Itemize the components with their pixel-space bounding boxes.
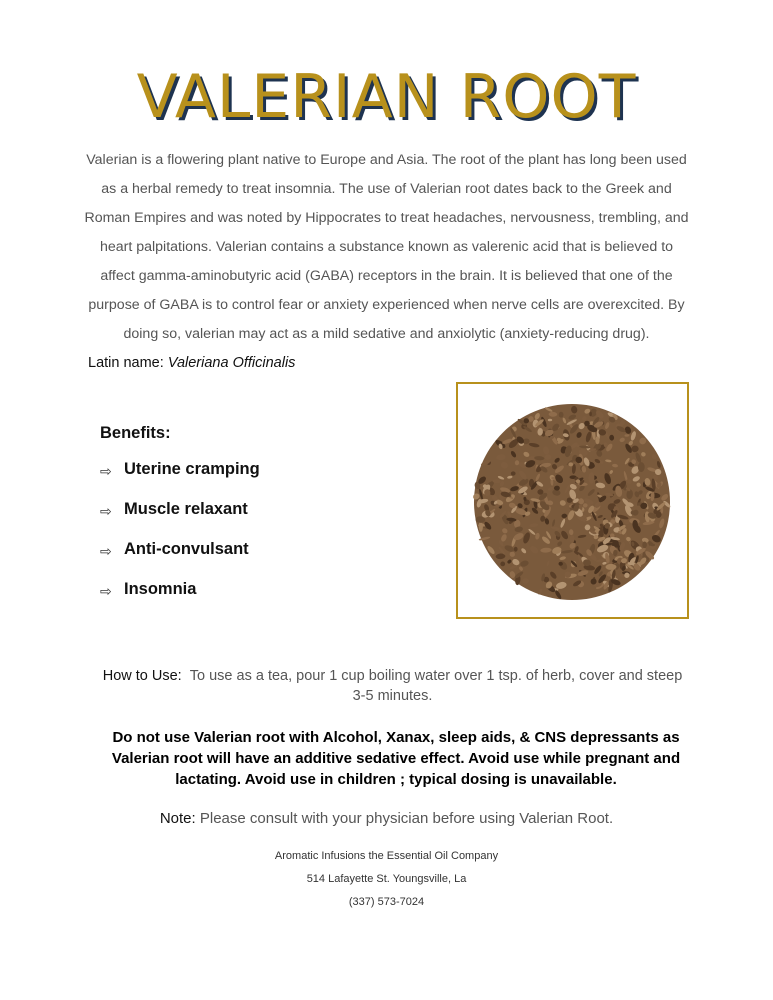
herb-fragment (642, 542, 647, 549)
benefits-list (100, 460, 260, 620)
list-item (100, 540, 260, 580)
latin-name (88, 355, 295, 371)
benefit-label: Uterine cramping (124, 460, 260, 478)
double-right-arrow-icon: ⇨ (100, 503, 112, 519)
how-to-use-text: To use as a tea, pour 1 cup boiling water over 1 tsp. of herb, cover and steep 3-5 minutes. (189, 668, 683, 704)
herb-fragment (589, 412, 592, 417)
herb-fragment (559, 412, 564, 418)
latin-name-value: Valeriana Officinalis (167, 355, 296, 371)
warning-text: Do not use Valerian root with Alcohol, Xanax, sleep aids, & CNS depressants as Valerian root will have an additive sedative effect. Avoid use while pregnant and lactating. Avoid use in children ; typical dosing is unavailable. (111, 729, 681, 788)
note-label: Note: (159, 810, 196, 827)
company-address: 514 Lafayette St. Youngsville, La (306, 873, 467, 885)
valerian-root-photo (456, 382, 689, 619)
benefits-title: Benefits: (100, 424, 171, 442)
list-item (100, 500, 260, 540)
latin-name-label: Latin name: (88, 355, 168, 371)
page-title: VALERIAN ROOT (136, 62, 637, 132)
herb-pile-image (458, 384, 687, 617)
company-name: Aromatic Infusions the Essential Oil Company (274, 850, 499, 862)
benefit-label: Insomnia (124, 580, 197, 598)
list-item (100, 580, 260, 620)
benefit-label: Muscle relaxant (124, 500, 248, 518)
how-to-use (100, 666, 685, 706)
note-text: Please consult with your physician before using Valerian Root. (199, 810, 614, 827)
benefit-label: Anti-convulsant (124, 540, 249, 558)
footer (0, 845, 773, 914)
double-right-arrow-icon: ⇨ (100, 583, 112, 599)
intro-paragraph: Valerian is a flowering plant native to Europe and Asia. The root of the plant has long been used as a herbal remedy to treat insomnia. The use of Valerian root dates back to the Greek and Roman Empires and was noted by Hippocrates to treat headaches, nervousness, trembling, and heart palpitations. Valerian contains a substance known as valerenic acid that is believed to affect gamma-aminobutyric acid (GABA) receptors in the brain. It is believed that one of the purpose of GABA is to control fear or anxiety experienced when nerve cells are overexcited. By doing so, valerian may act as a mild sedative and anxiolytic (anxiety-reducing drug). (84, 152, 689, 342)
how-to-use-label: How to Use: (102, 668, 182, 684)
company-phone: (337) 573-7024 (348, 896, 425, 908)
list-item (100, 460, 260, 500)
note (0, 810, 773, 827)
double-right-arrow-icon: ⇨ (100, 463, 112, 479)
double-right-arrow-icon: ⇨ (100, 543, 112, 559)
